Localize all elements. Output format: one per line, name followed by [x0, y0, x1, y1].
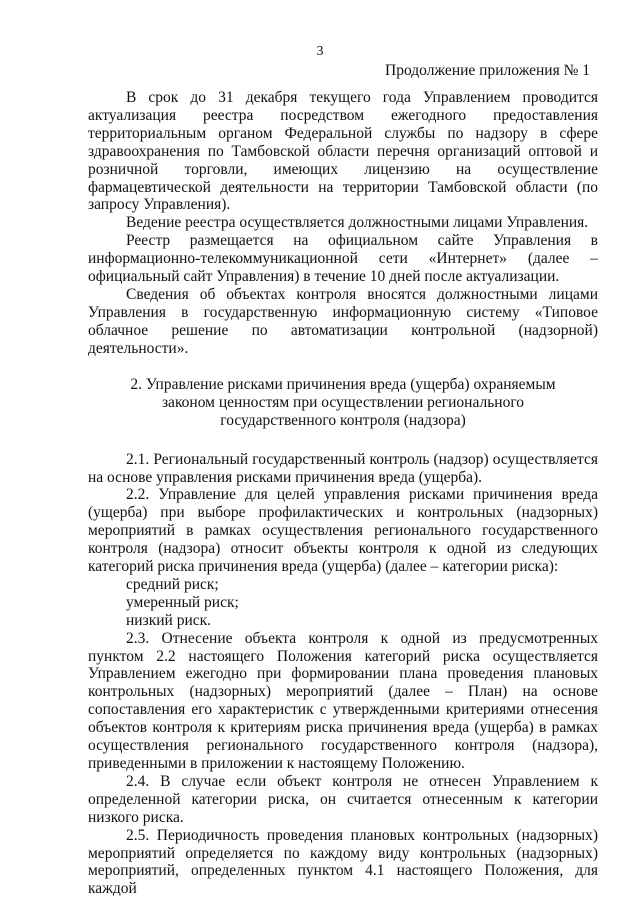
paragraph-registry-maintenance: Ведение реестра осуществляется должностными лицами Управления.	[126, 214, 589, 232]
risk-category-item: умеренный риск;	[126, 593, 239, 611]
paragraph-registry-update: В срок до 31 декабря текущего года Управлением проводится актуализация реестра посредством ежегодного предоставления территориальным органом Федеральной службы по надзору в сфере здравоохранения по Тамбовской области перечня организаций оптовой и розничной торговли, имеющих лицензию на осуществление фармацевтической деятельности на территории Тамбовской области (по запросу Управления).	[88, 89, 598, 214]
paragraph-2-5: 2.5. Периодичность проведения плановых контрольных (надзорных) мероприятий определяется по каждому виду контрольных (надзорных) мероприятий, определенных пунктом 4.1 настоящего Положения, для каждой	[88, 826, 598, 898]
paragraph-2-4: 2.4. В случае если объект контроля не отнесен Управлением к определенной категории риска, он считается отнесенным к категории низкого риска.	[88, 772, 598, 826]
appendix-continuation-label: Продолжение приложения № 1	[385, 62, 590, 79]
paragraph-2-2: 2.2. Управление для целей управления рисками причинения вреда (ущерба) при выборе профилактических и контрольных (надзорных) мероприятий в рамках осуществления регионального государственного контроля (надзора) относит объекты контроля к одной из следующих категорий риска причинения вреда (ущерба) (далее – категории риска):	[88, 486, 598, 576]
section-2-heading-line: 2. Управление рисками причинения вреда (ущерба) охраняемым	[130, 375, 556, 393]
paragraph-registry-publication: Реестр размещается на официальном сайте Управления в информационно-телекоммуникационной сети «Интернет» (далее – официальный сайт Управления) в течение 10 дней после актуализации.	[88, 232, 598, 286]
paragraph-control-objects-info: Сведения об объектах контроля вносятся должностными лицами Управления в государственную информационную систему «Типовое облачное решение по автоматизации контрольной (надзорной) деятельности».	[88, 285, 598, 357]
risk-category-item: средний риск;	[126, 575, 219, 593]
paragraph-2-1: 2.1. Региональный государственный контроль (надзор) осуществляется на основе управления рисками причинения вреда (ущерба).	[88, 450, 598, 486]
section-2-heading-line: государственного контроля (надзора)	[220, 411, 466, 429]
section-2-heading	[88, 376, 598, 430]
page-number: 3	[316, 44, 324, 59]
risk-category-item: низкий риск.	[126, 611, 212, 629]
document-body	[88, 89, 598, 898]
paragraph-2-3: 2.3. Отнесение объекта контроля к одной из предусмотренных пунктом 2.2 настоящего Положения категорий риска осуществляется Управлением ежегодно при формировании плана проведения плановых контрольных (надзорных) мероприятий (далее – План) на основе сопоставления его характеристик с утвержденными критериями отнесения объектов контроля к критериям риска причинения вреда (ущерба) в рамках осуществления регионального государственного контроля (надзора), приведенными в приложении к настоящему Положению.	[88, 629, 598, 772]
section-2-heading-line: законом ценностям при осуществлении регионального	[161, 393, 525, 411]
